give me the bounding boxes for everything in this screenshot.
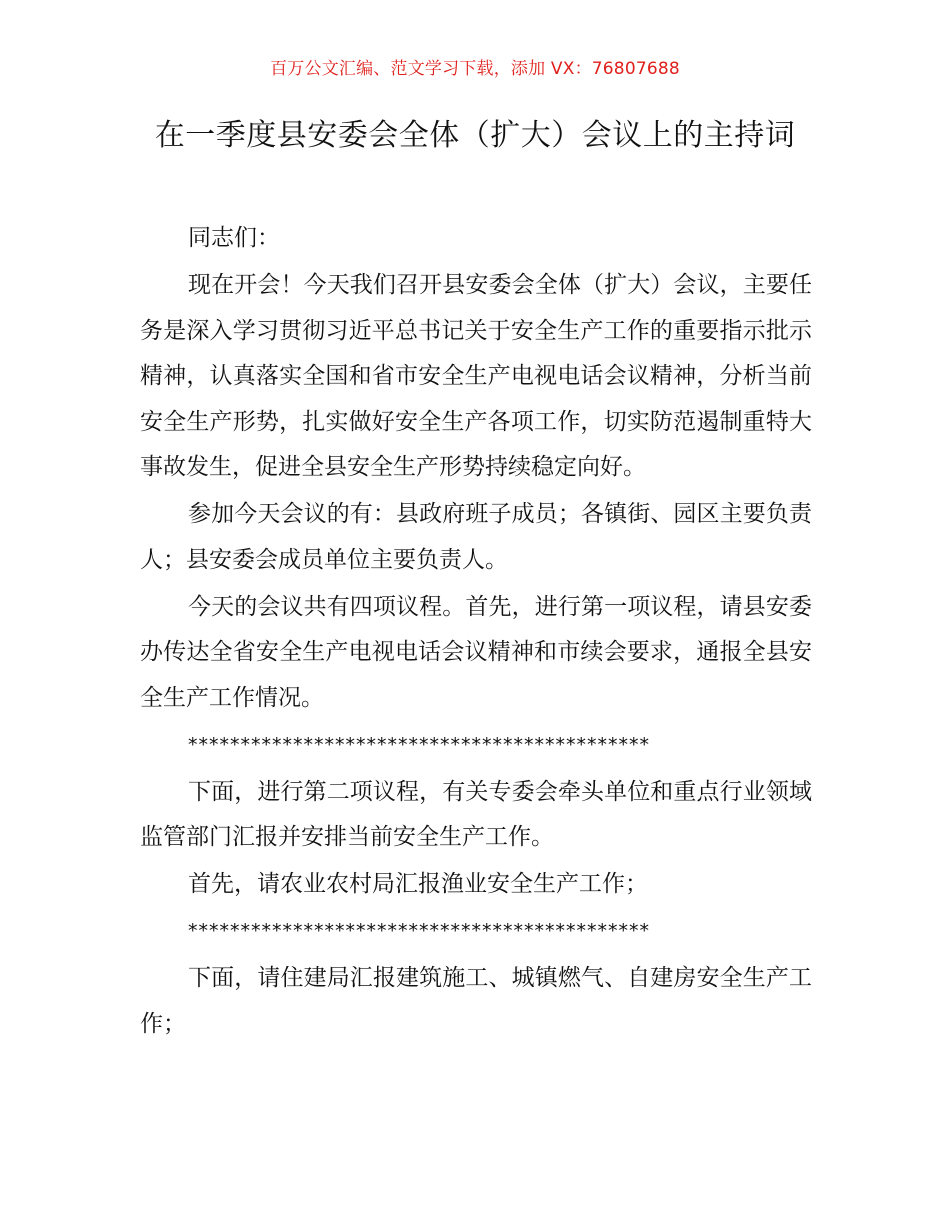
paragraph-agenda-second: 下面，进行第二项议程，有关专委会牵头单位和重点行业领域监管部门汇报并安排当前安全生产工作。: [140, 778, 812, 850]
paragraph-agriculture: 首先，请农业农村局汇报渔业安全生产工作；: [188, 871, 648, 897]
paragraph-opening: 现在开会！今天我们召开县安委会全体（扩大）会议，主要任务是深入学习贯彻习近平总书记关于安全生产工作的重要指示批示精神，认真落实全国和省市安全生产电视电话会议精神，分析当前安全生产形势，扎实做好安全生产各项工作，切实防范遏制重特大事故发生，促进全县安全生产形势持续稳定向好。: [140, 272, 812, 480]
header-watermark-note: 百万公文汇编、范文学习下载，添加 VX：76807688: [270, 59, 680, 79]
separator-line: ********************************************: [188, 920, 650, 942]
document-body: [140, 216, 812, 1049]
paragraph-attendees: 参加今天会议的有：县政府班子成员；各镇街、园区主要负责人；县安委会成员单位主要负责人。: [140, 501, 812, 573]
paragraph-agenda-first: 今天的会议共有四项议程。首先，进行第一项议程，请县安委办传达全省安全生产电视电话会议精神和市续会要求，通报全县安全生产工作情况。: [140, 593, 812, 711]
paragraph-housing: 下面，请住建局汇报建筑施工、城镇燃气、自建房安全生产工作；: [140, 965, 812, 1037]
document-title: 在一季度县安委会全体（扩大）会议上的主持词: [154, 118, 796, 153]
separator-line: ********************************************: [188, 733, 650, 756]
salutation: 同志们：: [188, 225, 280, 251]
